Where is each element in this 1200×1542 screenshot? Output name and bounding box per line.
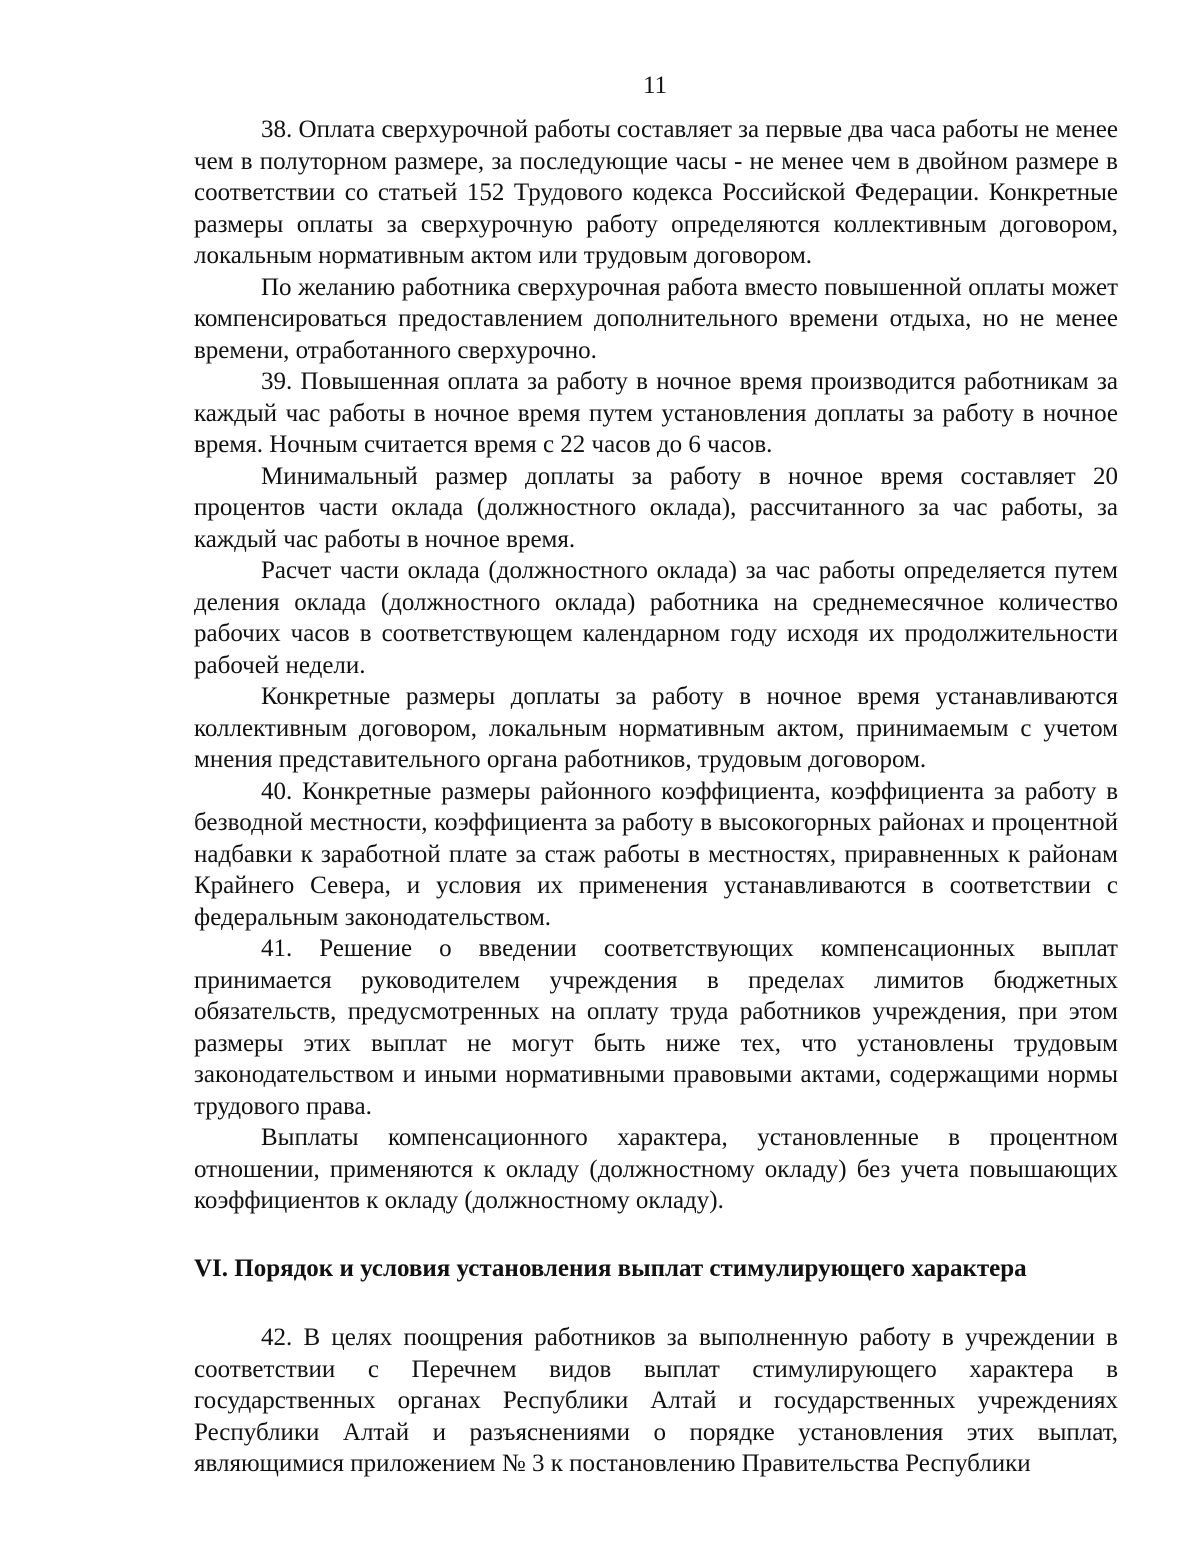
paragraph-42: 42. В целях поощрения работников за выполненную работу в учреждении в соответствии с Перечнем видов выплат стимулирующего характера в государственных органах Республики Алтай и государственных учреждениях Республики Алтай и разъяснениями о порядке установления этих выплат, являющимися приложением № 3 к постановлению Правительства Республики (194, 1324, 1118, 1477)
section-heading: VI. Порядок и условия установления выплат стимулирующего характера (194, 1254, 1027, 1282)
paragraph-39: 39. Повышенная оплата за работу в ночное время производится работникам за каждый час работы в ночное время путем установления доплаты за работу в ночное время. Ночным считается время с 22 часов до 6 часов. (194, 368, 1118, 458)
paragraph-hourly-calculation: Расчет части оклада (должностного оклада) за час работы определяется путем деления оклада (должностного оклада) работника на среднемесячное количество рабочих часов в соответствующем календарном году исходя их продолжительности рабочей недели. (194, 557, 1118, 679)
paragraph-night-minimum: Минимальный размер доплаты за работу в ночное время составляет 20 процентов части оклада (должностного оклада), рассчитанного за час работы, за каждый час работы в ночное время. (194, 462, 1118, 553)
paragraph-40: 40. Конкретные размеры районного коэффициента, коэффициента за работу в безводной местности, коэффициента за работу в высокогорных районах и процентной надбавки к заработной плате за стаж работы в местностях, приравненных к районам Крайнего Севера, и условия их применения устанавливаются в соответствии с федеральным законодательством. (194, 777, 1118, 931)
paragraph-percent-payments: Выплаты компенсационного характера, установленные в процентном отношении, применяются к окладу (должностному окладу) без учета повышающих коэффициентов к окладу (должностному окладу). (194, 1124, 1118, 1214)
paragraph-overtime-compensation: По желанию работника сверхурочная работа вместо повышенной оплаты может компенсироваться предоставлением дополнительного времени отдыха, но не менее времени, отработанного сверхурочно. (194, 273, 1118, 364)
paragraph-night-sizes: Конкретные размеры доплаты за работу в ночное время устанавливаются коллективным договором, локальным нормативным актом, принимаемым с учетом мнения представительного органа работников, трудовым договором. (194, 683, 1118, 773)
paragraph-41: 41. Решение о введении соответствующих компенсационных выплат принимается руководителем учреждения в пределах лимитов бюджетных обязательств, предусмотренных на оплату труда работников учреждения, при этом размеры этих выплат не могут быть ниже тех, что установлены трудовым законодательством и иными нормативными правовыми актами, содержащими нормы трудового права. (194, 935, 1118, 1120)
document-body (194, 114, 1118, 1480)
page-number: 11 (642, 72, 668, 99)
paragraph-38: 38. Оплата сверхурочной работы составляет за первые два часа работы не менее чем в полуторном размере, за последующие часы - не менее чем в двойном размере в соответствии со статьей 152 Трудового кодекса Российской Федерации. Конкретные размеры оплаты за сверхурочную работу определяются коллективным договором, локальным нормативным актом или трудовым договором. (194, 116, 1118, 269)
